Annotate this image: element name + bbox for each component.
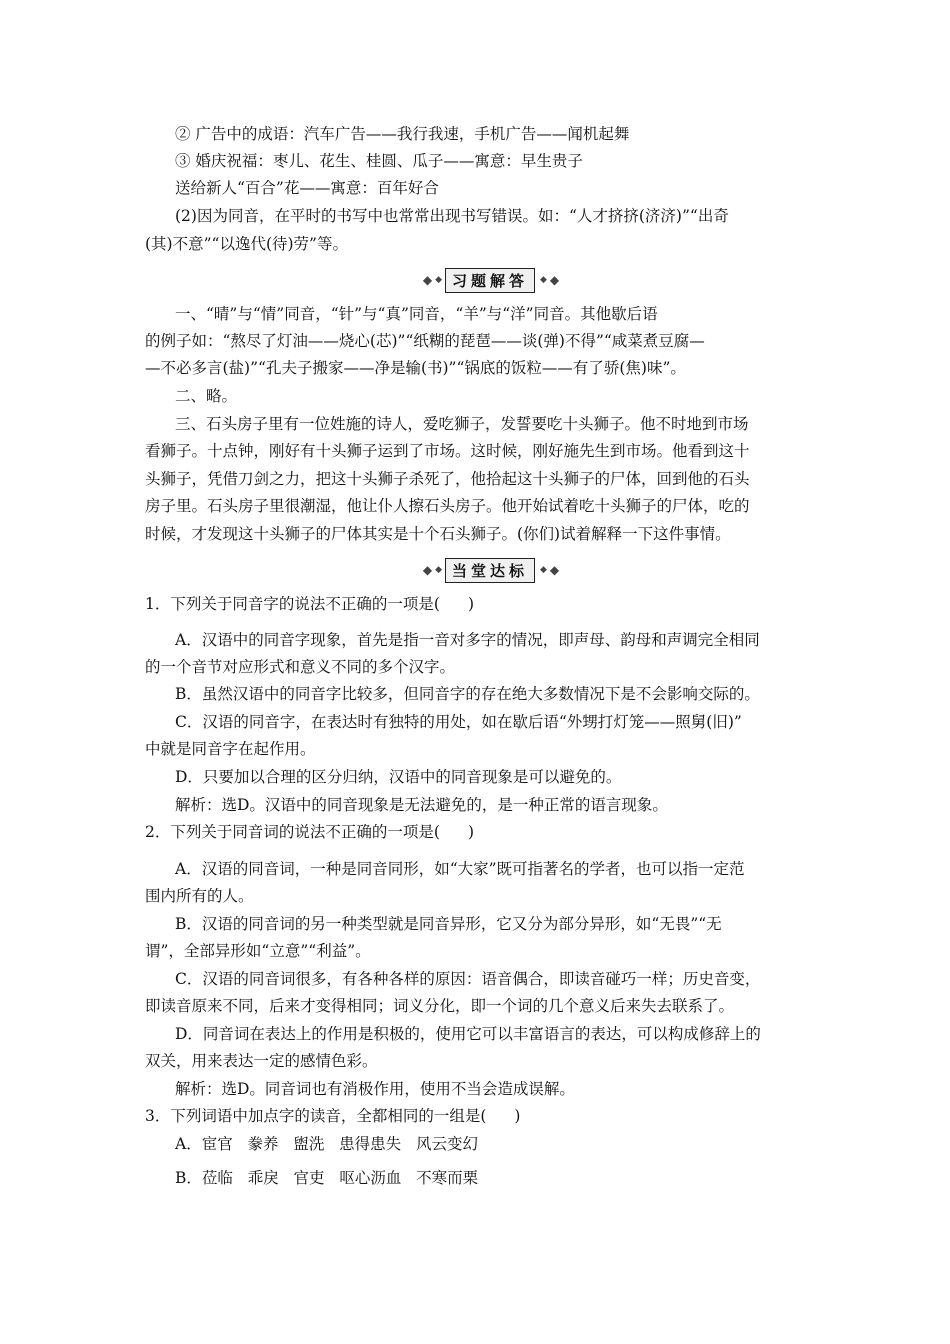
option-label: A． [175, 1135, 202, 1153]
option-c: C．汉语的同音字，在表达时有独特的用处，如在歇后语“外甥打灯笼——照舅(旧)” [175, 713, 742, 731]
option-a: A．汉语的同音词，一种是同音同形，如“大家”既可指著名的学者，也可以指一定范 [175, 860, 745, 878]
emphasized-char: 栗 [462, 1169, 479, 1187]
answer-explanation: 解析：选D。汉语中的同音现象是无法避免的，是一种正常的语言现象。 [175, 796, 668, 814]
text-line: 房子里。石头房子里很潮湿，他让仆人擦石头房子。他开始试着吃十头狮子的尸体，吃的 [145, 497, 750, 515]
text-line: —不必多言(盐)”“孔夫子搬家——净是输(书)”“锅底的饭粒——有了骄(焦)味”。 [145, 359, 686, 377]
answer-paren: ) [467, 823, 475, 841]
word: 呕心沥血 [339, 1169, 402, 1187]
emphasized-char: 幻 [462, 1135, 478, 1153]
text-line: (2)因为同音，在平时的书写中也常常出现书写错误。如：“人才挤挤(济济)”“出奇 [175, 207, 729, 225]
text-line: 看狮子。十点钟，刚好有十头狮子运到了市场。这时候，刚好施先生到市场。他看到这十 [145, 442, 750, 460]
option-a: A．汉语中的同音字现象，首先是指一音对多字的情况，即声母、韵母和声调完全相同 [175, 631, 760, 649]
diamond-icon: ◆ [540, 565, 545, 575]
word: 官吏 [293, 1169, 325, 1187]
word: 不寒而栗 [416, 1169, 479, 1187]
text-line: 送给新人“百合”花——寓意：百年好合 [175, 179, 439, 197]
emphasized-char: 不 [325, 595, 341, 613]
emphasized-char: 不 [325, 823, 341, 841]
word: 宦官 [201, 1135, 233, 1153]
text-line: 头狮子，凭借刀剑之力，把这十头狮子杀死了，他拾起这十头狮子的尸体，回到他的石头 [145, 470, 750, 488]
word: 风云变幻 [415, 1135, 478, 1153]
option-d: D．同音词在表达上的作用是积极的，使用它可以丰富语言的表达，可以构成修辞上的 [175, 1025, 761, 1043]
text-line: ③ 婚庆祝福：枣儿、花生、桂圆、瓜子——寓意：早生贵子 [175, 152, 583, 170]
emphasized-char: 豢 [247, 1135, 264, 1153]
option-b [175, 1168, 810, 1188]
emphasized-char: 戾 [263, 1169, 279, 1187]
answer-paren: ) [467, 595, 475, 613]
text-line: ② 广告中的成语：汽车广告——我行我速，手机广告——闻机起舞 [175, 125, 630, 143]
stem-text: 正确的一项是( [340, 823, 440, 841]
option-label: B． [175, 1169, 202, 1187]
diamond-icon: ◆ [435, 275, 440, 285]
word: 盥洗 [293, 1135, 325, 1153]
text-line: (其)不意”“以逸代(待)劳”等。 [145, 235, 348, 253]
stem-text: 正确的一项是( [340, 595, 440, 613]
option-a-cont: 围内所有的人。 [145, 887, 254, 905]
diamond-icon: ◆ [422, 563, 431, 577]
option-c-cont: 中就是同音字在起作用。 [145, 740, 316, 758]
question-stem [145, 822, 810, 842]
option-b: B．虽然汉语中的同音字比较多，但同音字的存在绝大多数情况下是不会影响交际的。 [175, 685, 760, 703]
answer-paren: ) [514, 1107, 521, 1125]
emphasized-char: 沥 [370, 1169, 386, 1187]
answer-explanation: 解析：选D。同音词也有消极作用，使用不当会造成误解。 [175, 1080, 575, 1098]
text-line: 三、石头房子里有一位姓施的诗人，爱吃狮子，发誓要吃十头狮子。他不时地到市场 [175, 415, 749, 433]
option-c: C．汉语的同音词很多，有各种各样的原因：语音偶合，即读音碰巧一样；历史音变， [175, 970, 761, 988]
stem-text: 1．下列关于同音字的说法 [145, 595, 326, 613]
emphasized-char: 患 [339, 1135, 355, 1153]
text-line: 的例子如：“熬尽了灯油——烧心(芯)”“纸糊的琵琶——谈(弹)不得”“咸菜煮豆腐— [145, 332, 705, 350]
emphasized-char: 宦 [201, 1135, 218, 1153]
diamond-icon: ◆ [549, 273, 558, 287]
text-line: 时候，才发现这十头狮子的尸体其实是十个石头狮子。(你们)试着解释一下这件事情。 [145, 525, 731, 543]
emphasized-char: 莅 [201, 1169, 218, 1187]
question-stem [145, 594, 810, 614]
text-line: 一、“晴”与“情”同音，“针”与“真”同音，“羊”与“洋”同音。其他歇后语 [175, 305, 658, 323]
text-line: 二、略。 [175, 387, 238, 405]
word: 乖戾 [247, 1169, 279, 1187]
option-b-cont: 谓”，全部异形如“立意”“利益”。 [145, 942, 371, 960]
option-b: B．汉语的同音词的另一种类型就是同音异形，它又分为部分异形，如“无畏”“无 [175, 915, 722, 933]
word: 莅临 [201, 1169, 233, 1187]
emphasized-char: 吏 [309, 1169, 325, 1187]
stem-text: 3．下列词语中加点字的读音，全都相同的一组是( [145, 1107, 487, 1125]
diamond-icon: ◆ [435, 565, 440, 575]
emphasized-char: 盥 [293, 1135, 309, 1153]
word: 患得患失 [339, 1135, 402, 1153]
section-banner-exercise-answers [395, 268, 585, 292]
option-c-cont: 即读音原来不同，后来才变得相同；词义分化，即一个词的几个意义后来失去联系了。 [145, 997, 735, 1015]
option-d-cont: 双关，用来表达一定的感情色彩。 [145, 1052, 378, 1070]
section-title: 当堂达标 [445, 558, 535, 583]
section-banner-class-check [395, 558, 585, 582]
stem-text: 2．下列关于同音词的说法 [145, 823, 326, 841]
diamond-icon: ◆ [549, 563, 558, 577]
diamond-icon: ◆ [540, 275, 545, 285]
diamond-icon: ◆ [422, 273, 431, 287]
question-stem [145, 1106, 810, 1126]
option-d: D．只要加以合理的区分归纳，汉语中的同音现象是可以避免的。 [175, 768, 622, 786]
option-a [175, 1134, 810, 1154]
section-title: 习题解答 [445, 268, 535, 293]
word: 豢养 [247, 1135, 279, 1153]
option-a-cont: 的一个音节对应形式和意义不同的多个汉字。 [145, 658, 456, 676]
